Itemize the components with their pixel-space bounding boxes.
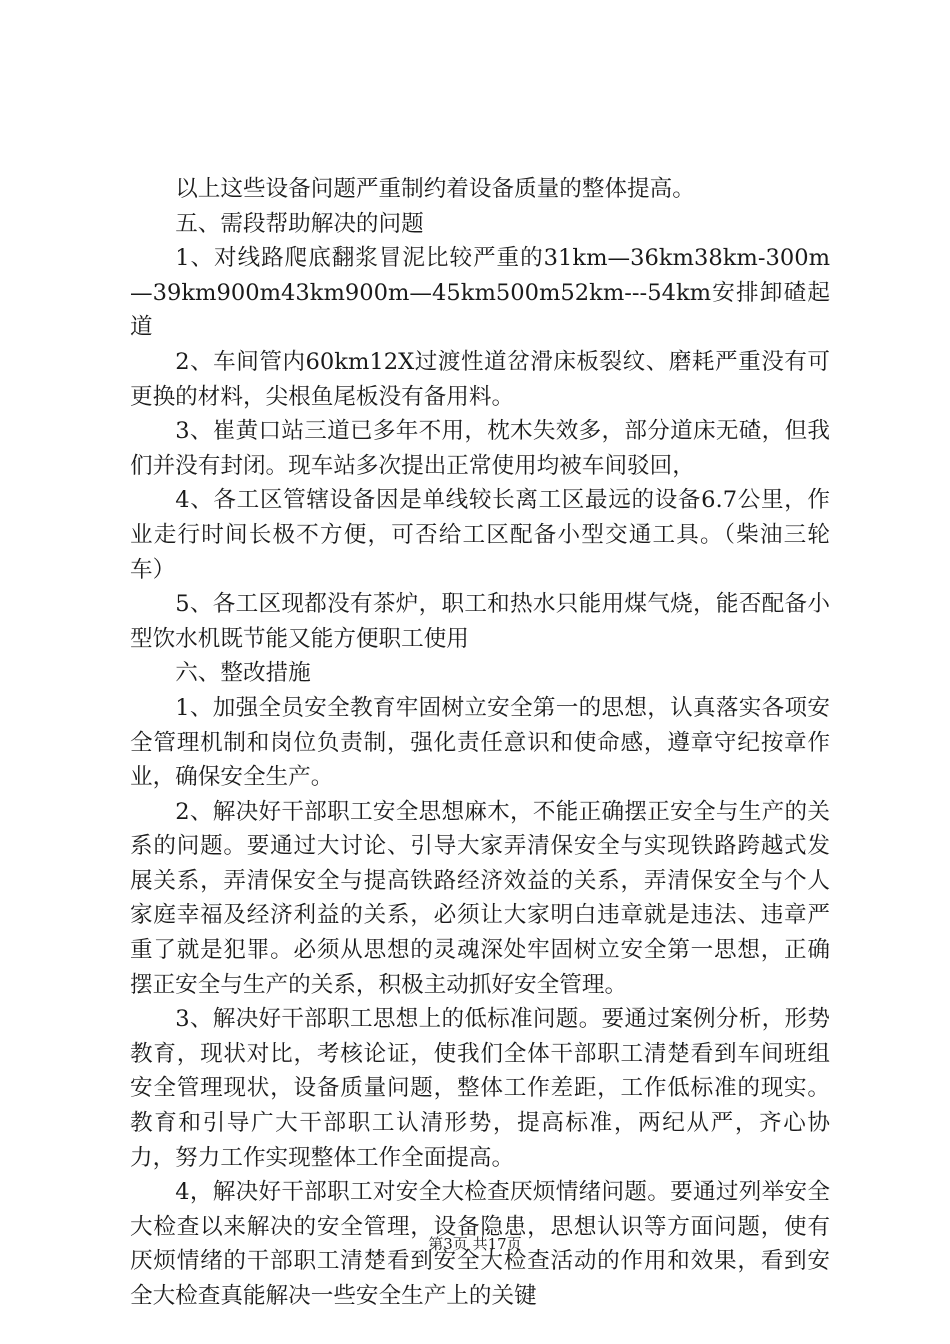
section-heading: 六、整改措施 (175, 660, 311, 687)
document-body (130, 172, 830, 1314)
paragraph: 5、各工区现都没有茶炉，职工和热水只能用煤气烧，能否配备小型饮水机既节能又能方便职工使用 (130, 591, 830, 652)
paragraph: 3、解决好干部职工思想上的低标准问题。要通过案例分析，形势教育，现状对比，考核论证，使我们全体干部职工清楚看到车间班组安全管理现状，设备质量问题，整体工作差距，工作低标准的现实。教育和引导广大干部职工认清形势，提高标准，两纪从严，齐心协力，努力工作实现整体工作全面提高。 (130, 1006, 830, 1171)
paragraph: 4、各工区管辖设备因是单线较长离工区最远的设备6.7公里，作业走行时间长极不方便，可否给工区配备小型交通工具。（柴油三轮车） (130, 487, 830, 583)
paragraph: 1、加强全员安全教育牢固树立安全第一的思想，认真落实各项安全管理机制和岗位负责制，强化责任意识和使命感，遵章守纪按章作业，确保安全生产。 (130, 694, 830, 791)
paragraph: 1、对线路爬底翻浆冒泥比较严重的31km—36km38km-300m—39km900m43km900m—45km500m52km---54km安排卸碴起道 (130, 245, 830, 341)
paragraph: 以上这些设备问题严重制约着设备质量的整体提高。 (175, 176, 695, 202)
section-heading: 五、需段帮助解决的问题 (175, 210, 424, 237)
page-number-footer: 第3页 共17页 (428, 1235, 522, 1253)
paragraph: 3、崔黄口站三道已多年不用，枕木失效多，部分道床无碴，但我们并没有封闭。现车站多次提出正常使用均被车间驳回， (130, 418, 830, 479)
paragraph: 2、车间管内60km12X过渡性道岔滑床板裂纹、磨耗严重没有可更换的材料，尖根鱼尾板没有备用料。 (130, 348, 830, 410)
paragraph: 2、解决好干部职工安全思想麻木，不能正确摆正安全与生产的关系的问题。要通过大讨论、引导大家弄清保安全与实现铁路跨越式发展关系，弄清保安全与提高铁路经济效益的关系，弄清保安全与个人家庭幸福及经济利益的关系，必须让大家明白违章就是违法、违章严重了就是犯罪。必须从思想的灵魂深处牢固树立安全第一思想，正确摆正安全与生产的关系，积极主动抓好安全管理。 (130, 798, 830, 998)
paragraph: 4，解决好干部职工对安全大检查厌烦情绪问题。要通过列举安全大检查以来解决的安全管理，设备隐患，思想认识等方面问题，使有厌烦情绪的干部职工清楚看到安全大检查活动的作用和效果，看到安全大检查真能解决一些安全生产上的关键 (130, 1179, 830, 1309)
